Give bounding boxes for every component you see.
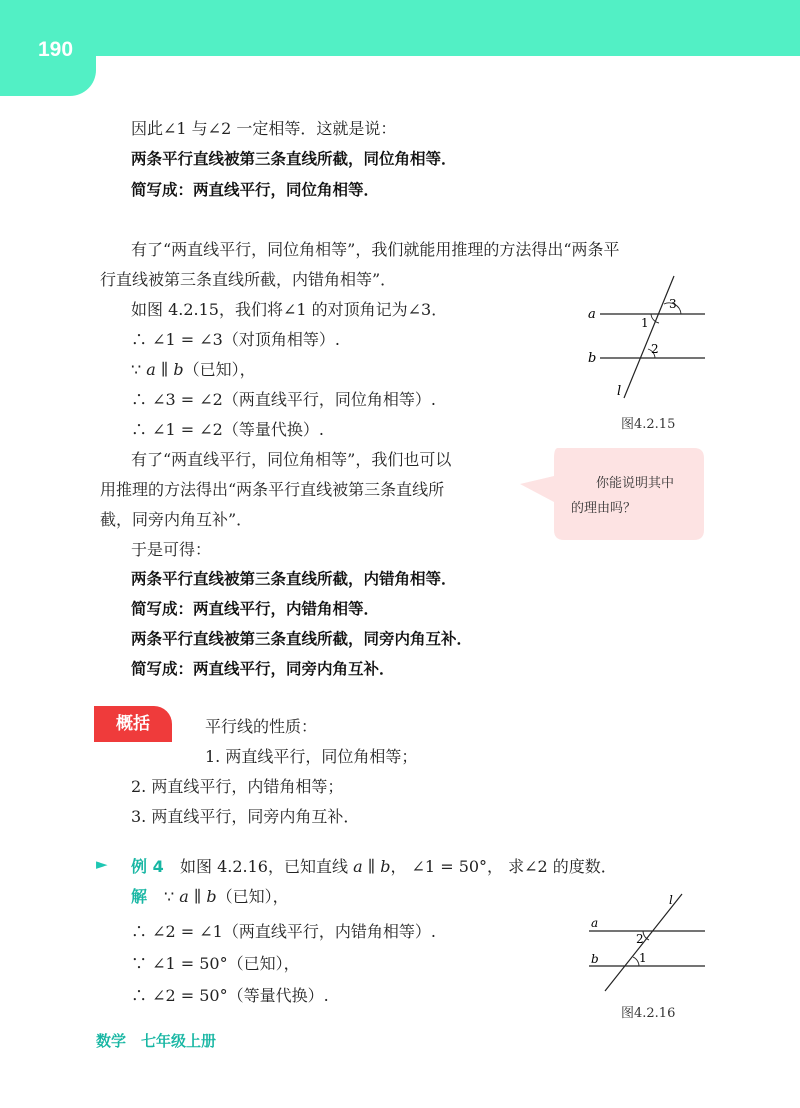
angle-label-3: 3 [669,297,677,311]
parallel-symbol: ∥ [188,887,207,906]
solution-step: ∵ ∠1 = 50°（已知）， [131,954,300,973]
shorthand-line: 简写成：两直线平行，同旁内角互补． [131,660,395,678]
proof-step: ∴ ∠1 = ∠2（等量代换）. [131,420,324,439]
text-line: 如图 4.2.15，我们将∠1 的对顶角记为∠3． [131,300,448,319]
summary-item: 1. 两直线平行，同位角相等； [205,747,418,766]
text-line: 截，同旁内角互补”． [100,510,253,529]
var-b: b [206,887,217,906]
header-band [0,0,800,56]
line-l [624,276,674,398]
var-b: b [380,857,391,876]
bubble-shape [520,448,704,540]
solution-step [164,884,289,907]
example-label: 例 4 [131,857,164,876]
because-symbol: ∵ [131,360,147,379]
var-a: a [179,887,189,906]
label-b: b [588,351,597,366]
parallel-symbol: ∥ [362,857,381,876]
solution-step: ∴ ∠2 = 50°（等量代换）. [131,986,329,1005]
theorem-line: 两条平行直线被第三条直线所截，同位角相等． [131,150,457,168]
angle-label-1: 1 [641,316,649,330]
proof-step: ∴ ∠3 = ∠2（两直线平行，同位角相等）. [131,390,436,409]
theorem-line: 两条平行直线被第三条直线所截，内错角相等． [131,570,457,588]
summary-badge: 概括 [94,706,172,742]
label-b: b [591,952,599,966]
var-b: b [173,360,184,379]
question-text: 如图 4.2.16，已知直线 [180,857,354,876]
footer-book-title: 数学 七年级上册 [96,1032,217,1050]
text-line: 用推理的方法得出“两条平行直线被第三条直线所 [100,480,445,499]
figure-4-2-16 [585,890,710,1000]
example-question [180,854,617,877]
solution-label: 解 [131,887,148,906]
text-line [131,178,379,200]
bubble-line: 的理由吗？ [571,501,637,516]
label-l: l [617,384,622,399]
var-a: a [146,360,156,379]
proof-step: ∴ ∠1 = ∠3（对顶角相等）. [131,330,340,349]
text-line: 因此∠1 与∠2 一定相等．这就是说： [131,119,397,138]
thinking-bubble [518,446,706,542]
shorthand-line: 简写成：两直线平行，内错角相等． [131,600,380,618]
figure-caption: 图4.2.15 [621,417,676,432]
label-a: a [588,307,596,322]
shorthand-line: 简写成：两直线平行，同位角相等． [131,181,380,199]
label-a: a [591,916,599,930]
summary-item: 3. 两直线平行，同旁内角互补． [131,807,360,826]
bubble-line: 你能说明其中 [596,476,675,491]
question-text: ， ∠1 = 50°， 求∠2 的度数． [390,857,617,876]
parallel-symbol: ∥ [155,360,174,379]
angle-arc-2 [643,931,649,940]
reason: （已知）， [183,360,256,379]
label-l: l [669,893,673,907]
theorem-line: 两条平行直线被第三条直线所截，同旁内角互补． [131,630,473,648]
summary-item: 2. 两直线平行，内错角相等； [131,777,344,796]
solution-step: ∴ ∠2 = ∠1（两直线平行，内错角相等）. [131,922,436,941]
angle-label-2: 2 [636,932,644,946]
angle-label-1: 1 [639,951,647,965]
text-line: 有了“两直线平行，同位角相等”，我们就能用推理的方法得出“两条平 [131,240,620,259]
because-symbol: ∵ [164,887,180,906]
summary-title: 平行线的性质： [205,717,318,736]
example-arrow-icon: ► [96,855,108,873]
proof-step [131,357,256,380]
text-line: 于是可得： [131,540,212,559]
text-line: 行直线被第三条直线所截，内错角相等”． [100,270,397,289]
figure-4-2-15 [585,270,715,405]
var-a: a [353,857,363,876]
page-number: 190 [38,38,74,61]
figure-caption: 图4.2.16 [621,1006,676,1021]
reason: （已知）， [216,887,289,906]
angle-label-2: 2 [651,342,659,356]
text-line: 有了“两直线平行，同位角相等”，我们也可以 [131,450,452,469]
